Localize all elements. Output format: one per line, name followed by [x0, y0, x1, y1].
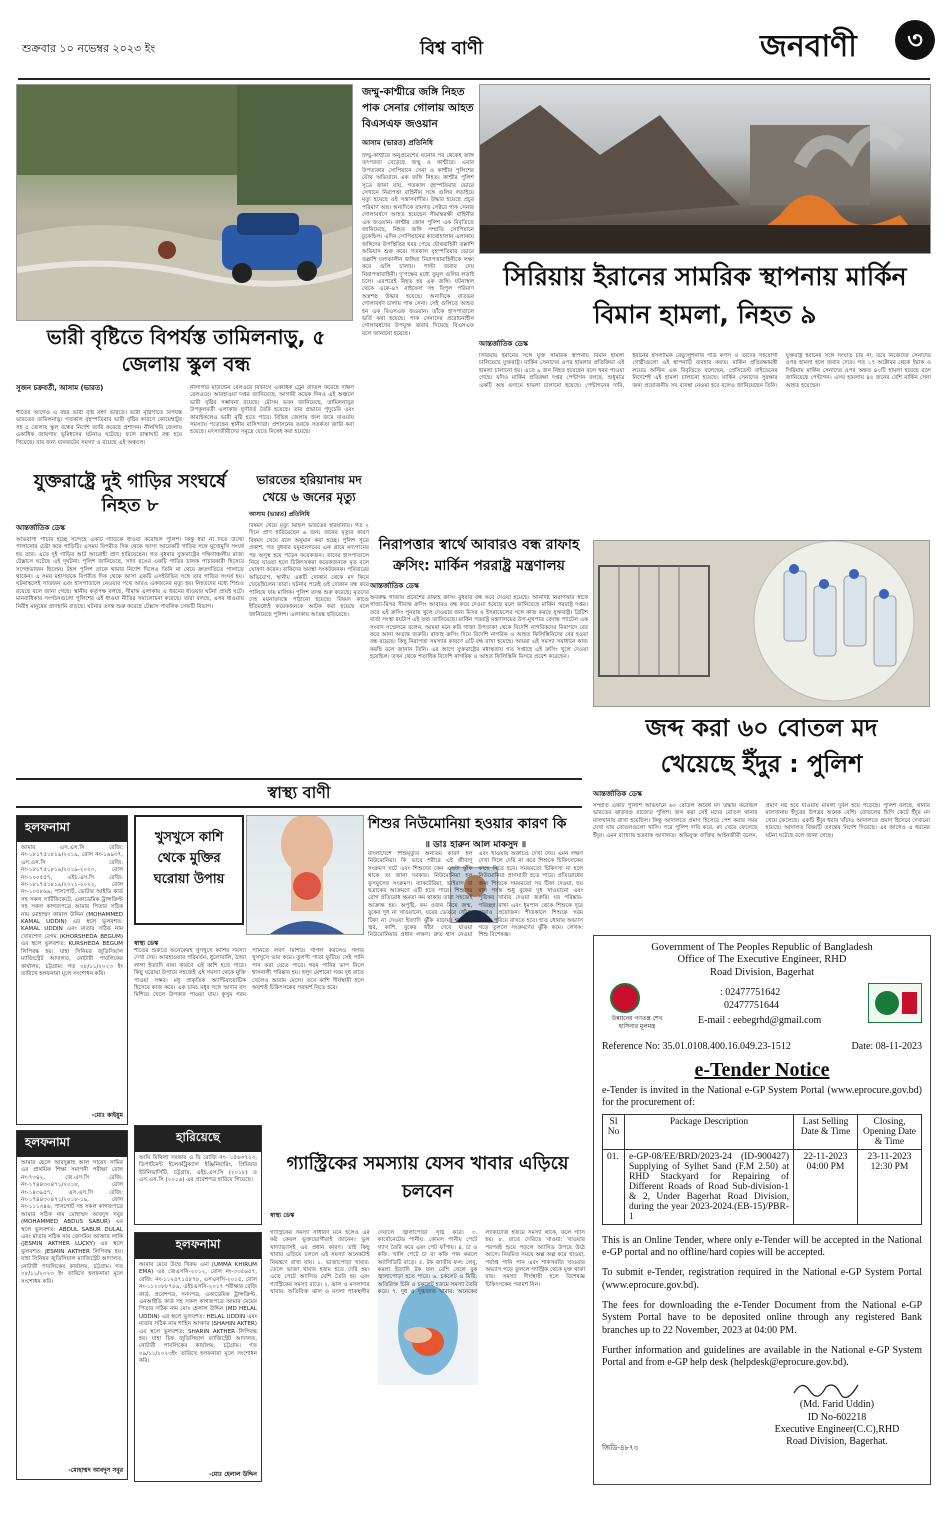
affidavit-box-2 — [16, 1130, 128, 1480]
syria-body: সিরিয়ায় ইরানের সঙ্গে যুক্ত সামরিক স্থাপনায় বিমান হামলা চালিয়েছে যুক্তরাষ্ট্র। মার্কিন সেনাদের ওপর হামলার প্রতিক্রিয়া এই হামলা চালানো হয়। এতে ৯ জন নিহত হয়েছেন বলে খবর পাওয়া গেছে। যদিও মার্কিন প্রতিরক্ষা দপ্তর পেন্টাগন বলছে, শুধুমাত্র একটি অস্ত্র গুদামে হামলা চালানো হয়েছে। পেন্টাগনের দাবি, ইরানের ইসলামিক রেভ্যুলুশনারি গার্ড কর্পস ও তাদের সহযোগী গোষ্ঠীগুলো এই স্থাপনাটি ব্যবহার করত। মার্কিন প্রতিরক্ষামন্ত্রী লয়েড অস্টিন এক বিবৃতিতে বলেছেন, প্রেসিডেন্ট বাইডেনের নির্দেশেই এই হামলা চালানো হয়েছে। মার্কিন সেনাদের সুরক্ষার জন্য প্রয়োজনীয় সব ব্যবস্থা নেওয়া হবে বলেও জানিয়েছেন তিনি। যুক্তরাষ্ট্র ইরানের সঙ্গে সংঘাত চায় না, তবে নিজেদের সেনাদের ওপর হামলা হলে জবাব দেবে। গত ১৭ অক্টোবর থেকে ইরাক ও সিরিয়ায় মার্কিন সেনাদের ওপর অন্তত ৪০টি হামলা হয়েছে বলে জানিয়েছে পেন্টাগন। এসব হামলায় ৪৫ জনের বেশি মার্কিন সেনা আহত হয়েছেন। — [479, 353, 931, 389]
tender-notice — [593, 935, 931, 1485]
health-banner-title: স্বাস্থ্য বাণী — [267, 783, 331, 802]
syria-article — [479, 258, 931, 523]
affidavit-2-body: আমার ছেলে আবদুল্লাহ আল সায়েদ সামির এর প্রাথমিক শিক্ষা সমাপনী পরীক্ষা রোল নং-৭৩৪২, জে.এস.সি রেজি: নং-১৭৪৪৩০৪৭১/২০১৮, রোল নং-১৪৩৯৫৭, এস.এস.সি রেজি: নং-১৭৪৪৩০৪৭১/২০১৮-১৯, রোল নং-১১১৩৪৬, পাসপোর্ট সহ সকল কাগজপত্রে আমার সঠিক নাম মোহাম্মদ আবদুস সবুর (MOHAMMED ABDUS SABUR) এর স্থলে ভুলবশত: ABDUL SABUR DULAL এবং মাতার সঠিক নাম জেসমিন আক্তার লাকি (JESMIN AKTHER LUCKY) এর স্থলে ভুলবশত: JESMIN AKTHER লিপিবদ্ধ হয়। যাহা সিনিয়র জুডিসিয়াল ম্যাজিস্ট্রেট আদালত, নোটারী পাবলিকের কার্যালয়, চট্টগ্রাম। গত ০৮/১১/২০২৩ ইং তারিখে হলফনামা মূলে সংশোধন করি। — [21, 1160, 123, 1285]
signature-scribble — [792, 1377, 862, 1399]
mujib-100-logo — [868, 983, 922, 1023]
syria-illustration — [480, 85, 931, 254]
rats-body: সম্প্রতি একটি পুলিশি অভিযানে ৬০ বোতল অবৈধ মদ উদ্ধার করেছিল ভারতের ঝাড়খণ্ড রাজ্যের পুলিশ। জব্দ করা সেই মদের বোতল থানার মালখানায় রাখা হয়েছিল। কিন্তু আদালতে প্রমাণ হিসেবে পেশ করার সময় দেখা যায় বোতলগুলো খালি। পরে পুলিশ দাবি করে, মদ খেয়ে ফেলেছে ইঁদুর। এমন ব্যাখ্যায় হতবাক আদালত। অভিযুক্ত ব্যক্তির আইনজীবী বলেন, প্রমাণ নষ্ট হয়ে যাওয়ায় মামলা দুর্বল হয়ে পড়েছে। পুলিশ বলছে, থানার মালখানায় ইঁদুরের উপদ্রব অনেক বেশি। বোতলের ছিপি কেটে ইঁদুর মদ খেয়ে ফেলেছে। একটি ইঁদুর ধরার খাঁচাও আদালতে প্রমাণ হিসেবে দেখানো হয়েছে। আদালত বিষয়টি তদন্তের নির্দেশ দিয়েছে। এর আগেও এ ধরনের ঘটনা ঘটেছে বলে জানা গেছে। — [593, 803, 930, 839]
tender-table — [602, 1114, 922, 1225]
flood-photo — [16, 84, 353, 321]
affidavit-3-title: হলফনামা — [135, 1233, 261, 1259]
tamilnadu-byline: সুজন চক্রবর্তী, আসাম (ভারত) — [16, 384, 104, 392]
affidavit-2-title: হলফনামা — [17, 1131, 127, 1157]
usa-crash-body: অভিবাসী পাচার হচ্ছে সন্দেহে একটি গাড়িকে ধাওয়া করেছিল পুলিশ। কিন্তু ধরা না দিয়ে উল্টো পালানোর চেষ্টা করে গাড়িটি। এসময় বিপরীত দিক থেকে আসা আরেকটি গাড়ির সঙ্গে মুখোমুখি সংঘর্ষ হয় তার। এতে দুই গাড়ির আট আরোহী প্রাণ হারিয়েছেন। গত বুধবার যুক্তরাষ্ট্রের দক্ষিণাঞ্চলীয় রাজ্য টেক্সাসে ঘটেছে এই দুর্ঘটনা। পুলিশ জানিয়েছে, সাদা রঙের একটি গাড়ির চালক পাচারকারী হিসেবে সন্দেহভাজন ছিলেন। টহল পুলিশ তাকে থামার নির্দেশ দিলেও তিনি না থেমে দ্রুতগতিতে পালাতে থাকেন। এ সময় মহাসড়কে বিপরীত দিক থেকে আসা একটি এসইউভির সঙ্গে তার গাড়ির সংঘর্ষ হয়। ঘটনাস্থলেই সাতজন এবং হাসপাতালে নেওয়ার পথে আরও একজনের মৃত্যু হয়। নিহতদের মধ্যে শিশুও রয়েছে বলে জানা গেছে। স্থানীয় কর্তৃপক্ষ বলছে, সীমান্ত এলাকায় এ ধরনের ধাওয়ার ঘটনা প্রায়ই ঘটে। মানবাধিকার সংগঠনগুলো পুলিশের এই ধাওয়া নীতির সমালোচনা করেছে। তারা বলছে, এসব ধাওয়ায় নিরীহ মানুষের প্রাণহানি বাড়ছে। ঘটনার তদন্ত শুরু করেছে টেক্সাস পাবলিক সেফটি বিভাগ। — [16, 537, 244, 610]
affidavit-1-sign: -মোঃ কাইয়ুম — [91, 1112, 123, 1119]
sore-throat-photo — [246, 815, 364, 935]
health-section-banner — [16, 778, 582, 808]
rats-article — [593, 710, 930, 930]
pneumonia-author: ॥ ডাঃ হারুন আল মাকসুদ ॥ — [424, 840, 527, 850]
flood-illustration — [17, 85, 353, 321]
affidavit-3-body: আমার মেয়ে উম্মে খিরুম এমা (UMMA KHIRUM EMA) এর জেএসসি-২০১২, রোল নং-৩৩৫৬৫৭, রেজি: নং-১১২৫৭১৫৮৭৮, এসএসসি-২০১৫, রোল নং-১১২০৮৮৭৮৯, এইচএসসি-২০১৭ পরীক্ষার রেজি কার্ড, প্রবেশপত্র, সনদপত্র, একাডেমিক ট্রান্সক্রিপ্ট, এনআইডি কার্ড সহ সকল কাগজপত্রে আমার মেয়ের পিতার সঠিক নাম মোঃ হেলাল উদ্দিন (MD HELAL UDDIN) এর স্থলে ভুলবশত: HELAL UDDIN এবং মাতার সঠিক নাম শাহিন আক্তার (SHAHIN AKTER) এর স্থলে ভুলবশত: SHARIN AKTHER লিপিবদ্ধ হয়। যাহা চিফ জুডিসিয়াল ম্যাজিস্ট্রেট আদালত, নোটারী পাবলিকের কার্যালয়, চট্টগ্রাম। গত ০৯/১১/২০২৩ইং তারিখে হলফনামা মূলে সংশোধন করি। — [139, 1262, 257, 1365]
tamilnadu-body-col1: শীতের আগেও এ বছর ভারী বৃষ্টি বর্ষণ ভারতে। ভারী বৃষ্টিপাতে বিপর্যস্ত ভারতের তামিলনাড়ু। গতকাল বৃহস্পতিবার ভারী বৃষ্টির কারণে কোয়েম্বাটুর সহ ৫ জেলায় স্কুল বন্ধের নির্দেশ জারি করেছে প্রশাসন। নীলগিরি জেলায় একাধিক জায়গায় ভূমিধসের ঘটনাও ঘটেছে। ফলে রাস্তাঘাট বন্ধ হয়ে গিয়েছে। যার জন্য যানজটের সমস্যা ও রয়েছে এই অঞ্চলে। — [16, 410, 182, 446]
tender-intro: e-Tender is invited in the National e-GP System Portal (www.eprocure.gov.bd) for the procurement of: — [602, 1085, 922, 1109]
masthead — [0, 0, 945, 84]
affidavit-1-body: আমার এস.এস.সি রেজি: নং-১৮১৭৫১৮১৯/২০১৯, রোল নং-১৬৯৩৭, এস.এস.সি রেজি: নং-১৮১৭৫১৮১৯/২০১৯-২০২০, রোল নং-১০০৫৫৭, এইচ.এস.সি রেজি: নং-১৮১৭৫১৮১৯/২০২১-২০২২, রোল নং-১০৫৮৬৯, পাসপোর্ট, ভোটার আইডি কার্ড সহ সকল সার্টিফিকেটে, একাডেমিক ট্রান্সক্রিপ্ট সহ সকল কাগজপত্রে আমার পিতার সঠিক নাম মোহাম্মদ কামাল উদ্দিন (MOHAMMED KAMAL UDDIN) এর স্থলে ভুলবশত: KAMAL UDDIN এবং মাতার সঠিক নাম খোরশেদা বেগম (KHORSHEDA BEGUM) এর স্থলে ভুলবশত: KURSHEDA BEGUM লিপিবদ্ধ হয়। যাহা সিনিয়র জুডিসিয়াল ম্যাজিস্ট্রেট আদালত, নোটারী পাবলিকের কার্যালয়, চট্টগ্রাম। গত ০৮/১১/২০২৩ ইং তারিখে হলফনামা মূলে সংশোধন করি। — [21, 845, 123, 977]
cough-byline: স্বাস্থ্য ডেস্ক — [134, 940, 159, 947]
lost-notice-title: হারিয়েছে — [135, 1126, 261, 1152]
tender-org-line1: Government of The Peoples Republic of Bangladesh — [651, 942, 873, 953]
tamilnadu-headline: ভারী বৃষ্টিতে বিপর্যস্ত তামিলনাড়ু, ৫ জেলায় স্কুল বন্ধ — [46, 325, 326, 376]
signer-office: Road Division, Bagerhat. — [786, 1436, 888, 1448]
gastric-body: গ্যাস্ট্রিকের সমস্যা সাধারণ মনে হলেও এর কষ্ট কেবল ভুক্তভোগীরাই জানেন। ভুল খাদ্যাভ্যাসই এর প্রধান কারণ। তাই কিছু খাবার এড়িয়ে চললে এই সমস্যা অনেকটাই নিয়ন্ত্রণে রাখা যায়। ১. ভাজাপোড়া খাবার: তেলে ভাজা খাবার হজম হতে দেরি হয়। এতে পেটে অ্যাসিড বেশি তৈরি হয় এবং গ্যাস্ট্রিকের সমস্যা বাড়ে। ২. ঝাল ও মসলাদার খাবার: অতিরিক্ত ঝাল ও মসলা পাকস্থলীর দেয়ালে জ্বালাপোড়া সৃষ্টি করে। ৩. কার্বোনেটেড পানীয়: কোমল পানীয় পেটে গ্যাস তৈরি করে এবং পেট ফাঁপায়। ৪. চা ও কফি: খালি পেটে চা বা কফি পান করলে অ্যাসিডিটি বাড়ে। ৫. টক জাতীয় ফল: লেবু, কমলা ইত্যাদি টক ফল বেশি খেলে বুক জ্বালাপোড়া হতে পারে। ৬. চকলেট ও মিষ্টি: অতিরিক্ত চিনি ও চকলেট হজমে সমস্যা তৈরি করে। ৭. দুধ ও দুগ্ধজাত খাবার: অনেকের ল্যাকটোজ হজমে সমস্যা থাকে, ফলে গ্যাস হয়। ৮. রাতে দেরিতে খাওয়া: খাওয়ার পরপরই শুয়ে পড়লে অ্যাসিড উপরে উঠে আসে। নিয়মিত সময়ে অল্প অল্প করে খাওয়া, পর্যাপ্ত পানি পান এবং শাকসবজি খাওয়ার অভ্যাস গড়ে তুললে গ্যাস্ট্রিক থেকে মুক্ত থাকা যায়। সমস্যা দীর্ঘস্থায়ী হলে বিশেষজ্ঞ চিকিৎসকের পরামর্শ নিন। — [270, 1230, 585, 1296]
haryana-byline: আসাম (ভারত) প্রতিনিধি — [249, 511, 310, 518]
issue-date: শুক্রবার ১০ নভেম্বর ২০২৩ ইং — [22, 42, 156, 55]
kashmir-byline: আসাম (ভারত) প্রতিনিধি — [362, 139, 433, 147]
rafah-body: অবরুদ্ধ গাজায় প্রবেশের রাফাহ ক্রসিং বুধবার বন্ধ করে দেওয়া হয়েছে। অনির্দিষ্ট নিরাপত্তার স্বার্থে গাজা-মিসর সীমান্ত ক্রসিং আবারও বন্ধ করে দেওয়া হয়েছে বলে জানিয়েছে মার্কিন পররাষ্ট্র দপ্তর। তবে এই ক্রসিং পুনরায় খুলে দেওয়ার জন্য মিসর ও ইসরায়েলের সঙ্গে কাজ করছে যুক্তরাষ্ট্র। ব্রিটিশ বার্তা সংস্থা রয়টার্স এই তথ্য জানিয়েছে। মার্কিন পররাষ্ট্র মন্ত্রণালয়ের উপ-মুখপাত্র বেদান্ত প্যাটেল এক সংবাদ সম্মেলনে বলেন, আমরা মনে করি গাজা উপত্যকা থেকে বিদেশি নাগরিকদের নিরাপদে বের করে আনা অত্যন্ত জরুরি। রাফাহ ক্রসিং দিয়ে বিদেশি নাগরিক ও আহত ফিলিস্তিনিদের বের হওয়া বন্ধ রয়েছে। কিছু নিরাপত্তা সমস্যার কারণে এটি বন্ধ রাখা হয়েছে। আমরা এই সমস্যা সমাধানে কাজ করছি বলে জানান তিনি। এর আগে যুক্তরাষ্ট্রের মধ্যস্থতায় গত সপ্তাহে এই ক্রসিং খুলে দেওয়া হয়েছিল। তখন থেকে শতাধিক বিদেশি নাগরিক ও আহত ফিলিস্তিনি মিসরে প্রবেশ করেছেন। — [370, 595, 588, 661]
gov-seal-icon — [610, 983, 640, 1013]
tender-para-3: The fees for downloading the e-Tender Document from the National e-GP System Portal have to be deposited online through any registered Bank branches up to 22 November, 2023 at 04:00 PM. — [602, 1299, 922, 1336]
tender-org-line2: Office of The Executive Engineer, RHD — [677, 954, 847, 966]
tender-email: E-mail : eebegrhd@gmail.com — [698, 1014, 822, 1026]
cough-article — [134, 815, 364, 1115]
row-sl: 01. — [603, 1149, 625, 1224]
tender-ref-row — [602, 1041, 922, 1053]
kashmir-article — [362, 84, 474, 464]
affidavit-box-3 — [134, 1232, 262, 1482]
tender-table-row — [603, 1149, 922, 1224]
rat-illustration — [594, 541, 930, 707]
header-rule — [18, 78, 930, 80]
pneumonia-body: বাংলাদেশে শিশুমৃত্যুর অন্যতম কারণ হল নিউমোনিয়া। কি ভাবে শরীরে এই জীবাণু সংক্রমণ ঘটে এবং শিশুদের কেন এতটা ঝুঁকি থাকে তা জানা দরকার। নিউমোনিয়া হল ফুসফুসের সংক্রমণ। ব্যাকটেরিয়া, ভাইরাস বা ছত্রাকের আক্রমণে এটি হতে পারে। শিশুদের রোগ প্রতিরোধ ক্ষমতা কম থাকায় তারা সহজেই আক্রান্ত হয়। অপুষ্টি, কম ওজন নিয়ে জন্ম, বুকের দুধ না খাওয়ানো, ঘরের ভেতরে ধোঁয়া, টিকা না দেওয়া ইত্যাদি ঝুঁকি বাড়ায়। শ্বাসকষ্ট, জ্বর, কাশি, বুকের খাঁচা দেবে যাওয়া নিউমোনিয়ার প্রধান লক্ষণ। দ্রুত শ্বাস নেওয়া এবং খাওয়ায় অরুচিও দেখা দেয়। এমন লক্ষণ দেখা দিলে দেরি না করে শিশুকে চিকিৎসকের কাছে নিতে হবে। সময়মতো চিকিৎসা না হলে নিউমোনিয়া প্রাণঘাতী হতে পারে। প্রতিরোধের জন্য শিশুকে সময়মতো সব টিকা দেওয়া, ছয় মাস পর্যন্ত শুধু বুকের দুধ খাওয়ানো এবং পুষ্টিকর খাবার দেওয়া জরুরি। ঘর পরিষ্কার-পরিচ্ছন্ন রাখা এবং ধূমপান থেকে শিশুকে দূরে রাখাও প্রয়োজন। শীতকালে শিশুকে গরম কাপড় পরিয়ে রাখতে হবে। হাত ধোয়ার অভ্যাস গড়ে তুললে সংক্রমণের ঝুঁকি কমে। লেখক: শিশু বিশেষজ্ঞ। — [368, 851, 583, 939]
affidavit-box-1 — [16, 815, 128, 1125]
lost-notice-box — [134, 1125, 262, 1225]
rafah-byline: আন্তর্জাতিক ডেস্ক — [370, 582, 419, 590]
signature-image — [792, 1377, 862, 1399]
col-closing: Closing, Opening Date & Time — [858, 1114, 922, 1149]
row-desc: e-GP-08/EE/BRD/2023-24 (ID-900427) Supplying of Sylhet Sand (F.M 2.50) at RHD Stackyard for Repairing of Different Roads of Road Sub-division-1 & 2, Under Bagerhat Road Division, during the year 2023-2024.(EB-15)/PBR-1 — [625, 1149, 794, 1224]
cough-body: শীতের শুরুতে অনেকেরই খুসখুসে কাশির সমস্যা দেখা দেয়। আবহাওয়ার পরিবর্তন, ধুলোবালি, ঠান্ডা লাগা ইত্যাদি নানা কারণে এই কাশি হতে পারে। কিছু ঘরোয়া উপায়ে সহজেই এই সমস্যা থেকে মুক্তি পাওয়া সম্ভব। মধু প্রাকৃতিক অ্যান্টিবায়োটিক হিসেবে কাজ করে। এক চামচ মধুর সঙ্গে আদার রস মিশিয়ে খেলে উপকার পাওয়া যায়। কুসুম গরম পানিতে লবণ মিশিয়ে গার্গল করলেও গলার খুসখুসে ভাব কমে। তুলসী পাতা ফুটিয়ে সেই পানি পান করা যেতে পারে। গরম পানির ভাপ নিলে শ্বাসনালী পরিষ্কার হয়। হলুদ মেশানো গরম দুধ রাতে খেলেও আরাম মেলে। তবে কাশি দীর্ঘস্থায়ী হলে অবশ্যই চিকিৎসকের পরামর্শ নিতে হবে। — [134, 948, 364, 999]
cough-headline-box — [134, 815, 244, 925]
tender-org-line3: Road Division, Bagerhat — [709, 966, 815, 978]
signer-name: (Md. Farid Uddin) — [799, 1399, 875, 1411]
tender-signer — [752, 1399, 922, 1448]
newspaper-logo — [760, 22, 910, 66]
col-sl: Sl No — [603, 1114, 625, 1149]
haryana-headline: ভারতের হরিয়ানায় মদ খেয়ে ৬ জনের মৃত্যু — [256, 473, 362, 504]
tender-phone-1: : 02477751642 — [720, 986, 781, 998]
pneumonia-article — [368, 815, 583, 1145]
haryana-article — [249, 472, 369, 740]
throat-illustration — [247, 816, 364, 935]
gastric-byline: স্বাস্থ্য ডেস্ক — [270, 1212, 295, 1219]
syria-byline: আন্তর্জাতিক ডেস্ক — [479, 340, 528, 348]
affidavit-1-title: হলফনামা — [17, 816, 127, 842]
row-closing: 23-11-2023 12:30 PM — [858, 1149, 922, 1224]
logo-text: জনবাণী — [760, 29, 857, 64]
syria-strike-photo — [479, 84, 931, 254]
row-selling: 22-11-2023 04:00 PM — [794, 1149, 858, 1224]
tender-phone-2: 02477751644 — [724, 999, 779, 1011]
page-number: ৩ — [907, 26, 923, 54]
rafah-headline: নিরাপত্তার স্বার্থে আবারও বন্ধ রাফাহ ক্রসিং: মার্কিন পররাষ্ট্র মন্ত্রণালয় — [378, 537, 580, 574]
mujib-logo-graphic — [869, 984, 921, 1022]
section-title: বিশ্ব বাণী — [420, 38, 483, 59]
signer-id: ID No-602218 — [807, 1411, 867, 1423]
kashmir-body: জম্মু-কাশ্মীরে অনুপ্রবেশের ঘটনার পর থেকেই জঙ্গি তৎপরতা বেড়েছে জম্মু ও কাশ্মীরে। এবার উপত্যকার সোপিয়ানে সেনা ও কাশ্মীর পুলিশের যৌথ অভিযানে এক জঙ্গি নিহত। কাশ্মীর পুলিশ সূত্রে জানা যায়, গতকাল বৃহস্পতিবার ভোরে সেখানে নিরাপত্তা বাহিনীর সঙ্গে গুলির লড়াইয়ে মৃত্যু হয়েছে ওই সন্ত্রাসবাদীর। উদ্ধার হয়েছে প্রচুর পরিমাণ অস্ত্র। অন্যদিকে রামগড় সেক্টরে পাক সেনার গোলাবর্ষণে আহত হয়েছেন সীমান্তরক্ষী বাহিনীর এক জওয়ান। কাশ্মীর জোন পুলিশ এক বিবৃতিতে জানিয়েছে, নিহত জঙ্গি সম্প্রতি সোপিয়ানে ঢুকেছিল। এদিন সোপিয়ানের কাথোহালান এলাকায় জঙ্গিদের উপস্থিতির খবর পেয়ে যৌথবাহিনী তল্লাশি অভিযান শুরু করে। গতকাল বৃহস্পতিবার ভোরে তল্লাশি চলাকালীন জঙ্গিরা নিরাপত্তাবাহিনীকে লক্ষ্য করে গুলি চালায়। পাল্টা জবাব দেয় নিরাপত্তাবাহিনী। দু'পক্ষের মধ্যে তুমুল গুলির লড়াই চলে। এরপরেই নিহত হয় এক জঙ্গি। ঘটনাস্থল থেকে একে-৪৭ রাইফেল সহ বিপুল পরিমাণ অস্ত্রশস্ত্র উদ্ধার হয়েছে। অন্যদিকে রাতভর গোলাবর্ষণ চালায় পাক সেনা। সেই গুলিতে আহত হন এক বিএসএফ জওয়ান। তাঁকে হাসপাতালে ভর্তি করা হয়েছে। পাক সেনাদের প্ররোচনাহীন গোলাবর্ষণের উপযুক্ত জবাব দিয়েছে বিএসএফ বলে জানানো হয়েছে। — [362, 153, 474, 337]
usa-crash-headline: যুক্তরাষ্ট্রে দুই গাড়ির সংঘর্ষে নিহত ৮ — [33, 471, 227, 516]
tender-reference: Reference No: 35.01.0108.400.16.049.23-1512 — [602, 1040, 791, 1052]
tender-title: e-Tender Notice — [694, 1059, 830, 1082]
syria-headline: সিরিয়ায় ইরানের সামরিক স্থাপনায় মার্কিন বিমান হামলা, নিহত ৯ — [503, 262, 907, 329]
tender-para-2: To submit e-Tender, registration required in the National e-GP System Portal (www.eprocure.gov.bd). — [602, 1267, 922, 1291]
tender-para-1: This is an Online Tender, where only e-Tender will be accepted in the National e-GP portal and no offline/hard copies will be accepted. — [602, 1234, 922, 1259]
tender-date: Date: 08-11-2023 — [851, 1040, 922, 1052]
usa-crash-article — [16, 470, 244, 740]
kashmir-headline: জম্মু-কাশ্মীরে জঙ্গি নিহত পাক সেনার গোলায় আহত বিএসএফ জওয়ান — [362, 86, 474, 130]
tender-contact-row — [602, 983, 922, 1041]
affidavit-3-sign: -মোঃ হেলাল উদ্দিন — [208, 1471, 257, 1478]
usa-crash-byline: আন্তর্জাতিক ডেস্ক — [16, 524, 65, 532]
tender-slogan: উন্নয়নের গণতন্ত্র শেখ হাসিনার মূলমন্ত্র — [611, 1014, 663, 1030]
rats-byline: আন্তর্জাতিক ডেস্ক — [593, 790, 642, 798]
cough-headline: খুসখুসে কাশি থেকে মুক্তির ঘরোয়া উপায় — [153, 830, 225, 887]
gastric-article — [270, 1150, 585, 1490]
tender-table-header — [603, 1114, 922, 1149]
gastric-headline: গ্যাস্ট্রিকের সমস্যায় যেসব খাবার এড়িয়ে চলবেন — [286, 1153, 569, 1202]
lost-notice-body: আমি মিথিলা সরকার ও দ্বি রোজি নং- ১৫৬৩৭২৩, ডিপার্টমেন্ট ইলেকট্রিক্যাল ইঞ্জিনিয়ারিং, প্রিমিয়ার ইউনিভার্সিটি, চট্টগ্রাম, এইচ.এস.সি (২০১৮) ও এস.এস.সি (২০১৬) এর প্রবেশপত্র হারিয়ে গিয়েছে। — [139, 1155, 257, 1184]
tender-para-4: Further information and guidelines are available in the National e-GP System Portal and from e-GP help desk (helpdesk@eprocure.gov.bd). — [602, 1344, 922, 1369]
affidavit-2-sign: -মোহাম্মদ আবদুস সবুর — [68, 1467, 123, 1474]
pneumonia-headline: শিশুর নিউমোনিয়া হওয়ার কারণ কি — [368, 816, 567, 832]
rat-bottles-photo — [593, 540, 930, 707]
col-selling: Last Selling Date & Time — [794, 1114, 858, 1149]
rafah-article — [370, 535, 588, 745]
tamilnadu-body-col2: নীলগিরি মাউন্টেন রেলওয়ে বিভাগে একাধিক ট্রেন বাতিল করেছে দক্ষিণ রেলওয়ে। আবহাওয়া দপ্তর জানিয়েছে, আগামী কয়েক দিনও এই অঞ্চলে ভারী বৃষ্টির সম্ভাবনা রয়েছে। মৌসম ভবন জানিয়েছে, তামিলনাড়ুর উপকূলবর্তী এলাকায় ঘূর্ণাবর্ত তৈরি হয়েছে। তার প্রভাবে পুদুচেরি এবং কারাইকলেও ভারী বৃষ্টি হতে পারে। বিভিন্ন জেলায় জল জমে যাওয়ায় সমস্যায় পড়েছেন স্থানীয় বাসিন্দারা। প্রশাসনের তরফে সতর্কতা জারি করা হয়েছে। মৎস্যজীবীদের সমুদ্রে যেতে নিষেধ করা হয়েছে। — [190, 385, 354, 436]
signer-title: Executive Engineer(C.C),RHD — [774, 1424, 900, 1436]
tender-gd-number: জিডি-৪৮৭৩ — [602, 1443, 639, 1452]
rats-headline: জব্দ করা ৬০ বোতল মদ খেয়েছে ইঁদুর : পুলিশ — [645, 714, 878, 778]
page-number-badge — [895, 20, 935, 60]
haryana-body: বিষমদ খেয়ে মৃত্যু মিছিল ভারতের হরিয়ানায়। গত ২ দিনে প্রাণ হারিয়েছেন ৬ জন। জনের মৃত্যুর কারণ বিষমদ খেয়ে বলে অনুমান করা হচ্ছে। পুলিশ সূত্রে প্রকাশ, গত বুধবার যমুনানগরের এক গ্রামে মদ্যপানের পর অসুস্থ হয়ে পড়েন কয়েকজন। তাদের হাসপাতালে নিয়ে যাওয়া হলে চিকিৎসকরা কয়েকজনকে মৃত বলে ঘোষণা করেন। বাকিদের অবস্থা সংকটজনক। পরিবারের অভিযোগ, স্থানীয় একটি দোকান থেকে মদ কিনে খেয়েছিলেন তারা। ঘটনার পরেই ওই দোকান বন্ধ করে পালিয়ে যায় মালিক। পুলিশ তদন্ত শুরু করেছে। মৃতদের দেহ ময়নাতদন্তে পাঠানো হয়েছে। বিষমদ কাণ্ডে ইতিমধ্যেই কয়েকজনকে আটক করা হয়েছে বলে জানিয়েছে পুলিশ। এলাকায় আতঙ্ক ছড়িয়েছে। — [249, 523, 369, 618]
col-desc: Package Description — [625, 1114, 794, 1149]
